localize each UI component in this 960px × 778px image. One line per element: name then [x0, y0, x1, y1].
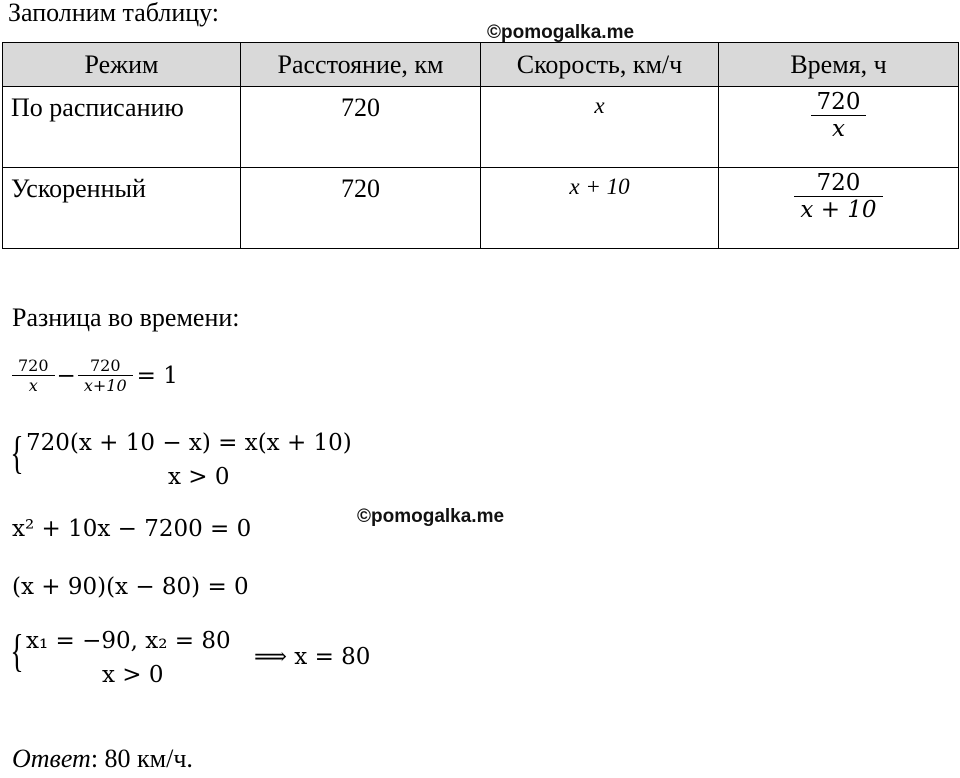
header-distance: Расстояние, км [241, 43, 481, 87]
header-mode: Режим [3, 43, 241, 87]
fraction-numerator: 720 [816, 89, 861, 115]
row-speed: x [481, 87, 719, 168]
fraction-numerator: 720 [816, 170, 861, 196]
table-row [3, 168, 959, 249]
equation-3: x² + 10x − 7200 = 0 [12, 516, 252, 542]
minus-sign: − [56, 362, 76, 389]
row-distance: 720 [241, 87, 481, 168]
equation-rhs: = 1 [136, 362, 178, 389]
data-table [2, 42, 959, 249]
implication-result: ⟹ x = 80 [254, 644, 371, 670]
header-speed: Скорость, км/ч [481, 43, 719, 87]
watermark: ©pomogalka.me [357, 506, 505, 527]
answer-label: Ответ [12, 744, 91, 773]
time-fraction [794, 170, 882, 223]
system-line-1: x₁ = −90, x₂ = 80 [26, 628, 231, 654]
fraction-denominator: x + 10 [800, 197, 877, 223]
header-time: Время, ч [719, 43, 959, 87]
watermark: ©pomogalka.me [487, 22, 635, 43]
fraction-left [12, 356, 55, 395]
table-row [3, 87, 959, 168]
intro-text: Заполним таблицу: [8, 0, 220, 27]
row-time [719, 87, 959, 168]
denominator: x+10 [83, 376, 127, 395]
fraction-denominator: x [832, 116, 845, 142]
equation-1 [12, 356, 178, 395]
left-brace-icon: { [10, 427, 24, 478]
left-brace-icon: { [10, 625, 24, 676]
equation-4: (x + 90)(x − 80) = 0 [12, 574, 249, 600]
row-mode: Ускоренный [3, 168, 241, 249]
row-distance: 720 [241, 168, 481, 249]
numerator: 720 [89, 356, 121, 375]
table-header-row [3, 43, 959, 87]
difference-label: Разница во времени: [12, 303, 240, 332]
system-line-1: 720(x + 10 − x) = x(x + 10) [26, 430, 352, 456]
numerator: 720 [18, 356, 49, 375]
row-speed: x + 10 [481, 168, 719, 249]
system-line-2: x > 0 [102, 662, 164, 688]
system-line-2: x > 0 [168, 464, 230, 490]
row-mode: По расписанию [3, 87, 241, 168]
answer-line [12, 744, 193, 774]
fraction-right [78, 356, 133, 395]
denominator: x [28, 376, 38, 395]
time-fraction [811, 89, 867, 142]
answer-value: : 80 км/ч. [90, 744, 193, 773]
row-time [719, 168, 959, 249]
